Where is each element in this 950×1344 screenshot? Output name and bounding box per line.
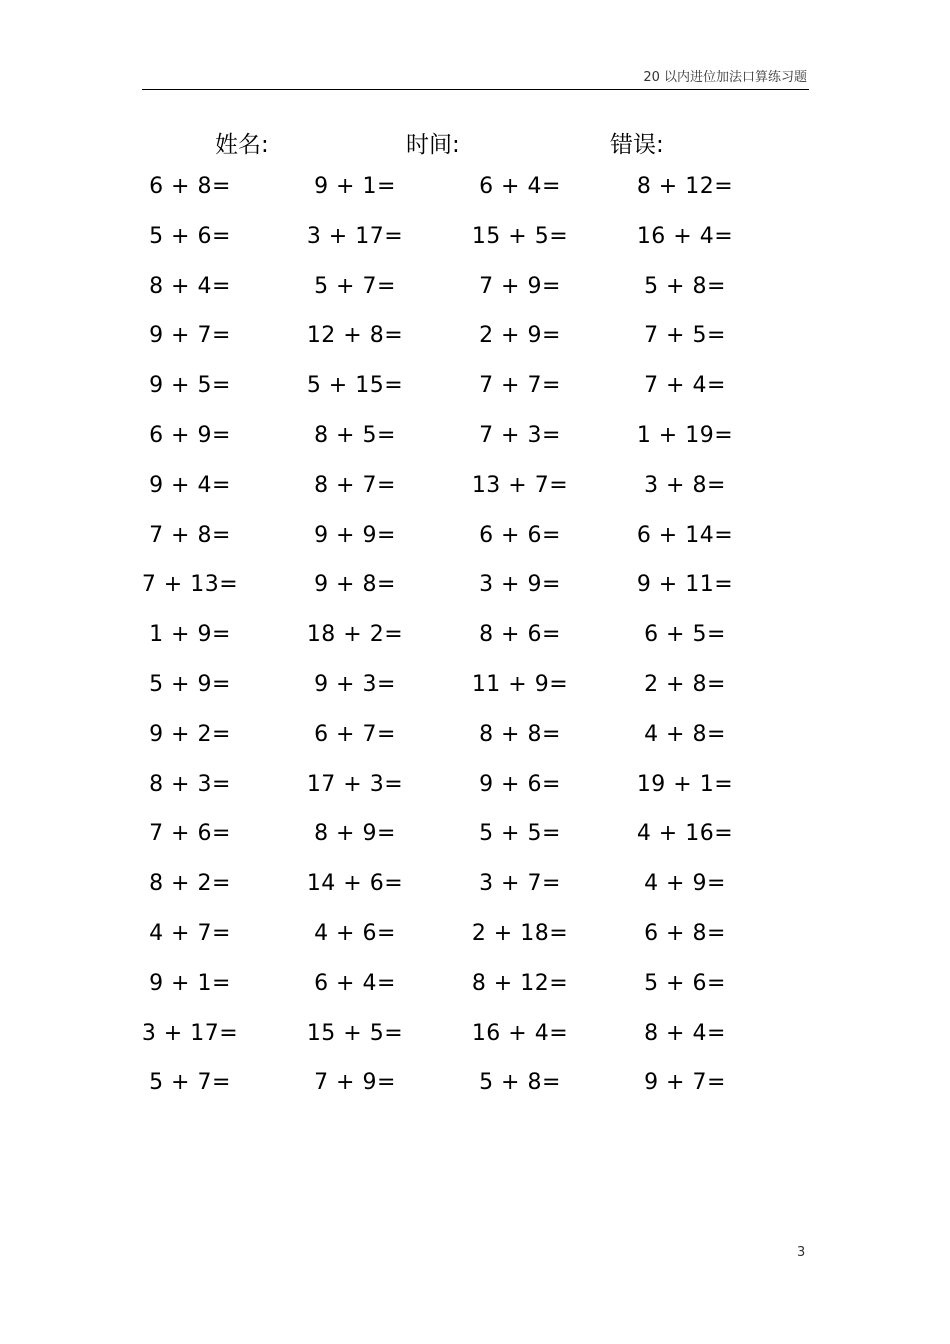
problem-row bbox=[0, 568, 950, 618]
addition-problem: 11 + 9= bbox=[471, 671, 569, 697]
addition-problem: 9 + 8= bbox=[314, 572, 396, 598]
problem-grid bbox=[0, 170, 950, 1116]
addition-problem: 6 + 6= bbox=[479, 522, 561, 548]
addition-problem: 2 + 18= bbox=[471, 920, 569, 946]
addition-problem: 5 + 6= bbox=[644, 970, 726, 996]
problem-row bbox=[0, 469, 950, 519]
student-info-row bbox=[0, 126, 950, 160]
addition-problem: 5 + 9= bbox=[149, 671, 231, 697]
problem-row bbox=[0, 1066, 950, 1116]
addition-problem: 6 + 8= bbox=[149, 174, 231, 199]
addition-problem: 19 + 1= bbox=[636, 771, 734, 797]
addition-problem: 8 + 3= bbox=[149, 771, 231, 797]
addition-problem: 18 + 2= bbox=[306, 622, 404, 648]
addition-problem: 4 + 6= bbox=[314, 920, 396, 946]
addition-problem: 8 + 4= bbox=[149, 273, 231, 299]
addition-problem: 5 + 6= bbox=[149, 223, 231, 249]
addition-problem: 7 + 3= bbox=[479, 422, 561, 448]
addition-problem: 3 + 7= bbox=[479, 871, 561, 897]
problem-row bbox=[0, 618, 950, 668]
addition-problem: 7 + 7= bbox=[479, 373, 561, 399]
addition-problem: 9 + 11= bbox=[636, 572, 734, 598]
addition-problem: 8 + 7= bbox=[314, 472, 396, 498]
page-number: 3 bbox=[797, 1245, 806, 1260]
addition-problem: 6 + 7= bbox=[314, 721, 396, 747]
problem-row bbox=[0, 867, 950, 917]
addition-problem: 12 + 8= bbox=[306, 323, 404, 349]
addition-problem: 4 + 7= bbox=[149, 920, 231, 946]
problem-row bbox=[0, 1017, 950, 1067]
problem-row bbox=[0, 967, 950, 1017]
addition-problem: 16 + 4= bbox=[636, 223, 734, 249]
problem-row bbox=[0, 369, 950, 419]
addition-problem: 9 + 7= bbox=[644, 1070, 726, 1096]
addition-problem: 8 + 6= bbox=[479, 622, 561, 648]
problem-row bbox=[0, 220, 950, 270]
addition-problem: 9 + 7= bbox=[149, 323, 231, 349]
addition-problem: 9 + 1= bbox=[314, 174, 396, 199]
addition-problem: 1 + 9= bbox=[149, 622, 231, 648]
addition-problem: 15 + 5= bbox=[471, 223, 569, 249]
problem-row bbox=[0, 718, 950, 768]
addition-problem: 3 + 17= bbox=[306, 223, 404, 249]
addition-problem: 3 + 17= bbox=[141, 1020, 239, 1046]
addition-problem: 6 + 4= bbox=[479, 174, 561, 199]
addition-problem: 7 + 13= bbox=[141, 572, 239, 598]
addition-problem: 17 + 3= bbox=[306, 771, 404, 797]
addition-problem: 9 + 3= bbox=[314, 671, 396, 697]
error-label: 错误: bbox=[610, 132, 664, 158]
addition-problem: 8 + 4= bbox=[644, 1020, 726, 1046]
addition-problem: 13 + 7= bbox=[471, 472, 569, 498]
problem-row bbox=[0, 519, 950, 569]
addition-problem: 5 + 8= bbox=[644, 273, 726, 299]
addition-problem: 8 + 12= bbox=[471, 970, 569, 996]
addition-problem: 8 + 8= bbox=[479, 721, 561, 747]
header-title: 20 以内进位加法口算练习题 bbox=[643, 70, 807, 85]
addition-problem: 9 + 6= bbox=[479, 771, 561, 797]
name-label: 姓名: bbox=[215, 132, 269, 158]
header-divider bbox=[142, 89, 809, 90]
addition-problem: 8 + 2= bbox=[149, 871, 231, 897]
problem-row bbox=[0, 668, 950, 718]
addition-problem: 7 + 5= bbox=[644, 323, 726, 349]
addition-problem: 8 + 12= bbox=[636, 174, 734, 199]
time-label: 时间: bbox=[406, 132, 460, 158]
addition-problem: 5 + 7= bbox=[314, 273, 396, 299]
addition-problem: 6 + 14= bbox=[636, 522, 734, 548]
addition-problem: 9 + 4= bbox=[149, 472, 231, 498]
addition-problem: 7 + 8= bbox=[149, 522, 231, 548]
addition-problem: 5 + 8= bbox=[479, 1070, 561, 1096]
addition-problem: 6 + 8= bbox=[644, 920, 726, 946]
addition-problem: 9 + 5= bbox=[149, 373, 231, 399]
addition-problem: 4 + 16= bbox=[636, 821, 734, 847]
addition-problem: 5 + 7= bbox=[149, 1070, 231, 1096]
addition-problem: 6 + 5= bbox=[644, 622, 726, 648]
addition-problem: 7 + 4= bbox=[644, 373, 726, 399]
problem-row bbox=[0, 419, 950, 469]
problem-row bbox=[0, 917, 950, 967]
addition-problem: 9 + 1= bbox=[149, 970, 231, 996]
addition-problem: 6 + 4= bbox=[314, 970, 396, 996]
addition-problem: 2 + 9= bbox=[479, 323, 561, 349]
addition-problem: 4 + 9= bbox=[644, 871, 726, 897]
addition-problem: 7 + 9= bbox=[314, 1070, 396, 1096]
addition-problem: 9 + 9= bbox=[314, 522, 396, 548]
addition-problem: 4 + 8= bbox=[644, 721, 726, 747]
addition-problem: 2 + 8= bbox=[644, 671, 726, 697]
addition-problem: 7 + 6= bbox=[149, 821, 231, 847]
addition-problem: 8 + 9= bbox=[314, 821, 396, 847]
addition-problem: 14 + 6= bbox=[306, 871, 404, 897]
problem-row bbox=[0, 270, 950, 320]
problem-row bbox=[0, 768, 950, 818]
addition-problem: 8 + 5= bbox=[314, 422, 396, 448]
addition-problem: 5 + 15= bbox=[306, 373, 404, 399]
problem-row bbox=[0, 170, 950, 220]
addition-problem: 9 + 2= bbox=[149, 721, 231, 747]
addition-problem: 15 + 5= bbox=[306, 1020, 404, 1046]
addition-problem: 5 + 5= bbox=[479, 821, 561, 847]
addition-problem: 7 + 9= bbox=[479, 273, 561, 299]
addition-problem: 3 + 8= bbox=[644, 472, 726, 498]
addition-problem: 1 + 19= bbox=[636, 422, 734, 448]
addition-problem: 3 + 9= bbox=[479, 572, 561, 598]
addition-problem: 16 + 4= bbox=[471, 1020, 569, 1046]
addition-problem: 6 + 9= bbox=[149, 422, 231, 448]
problem-row bbox=[0, 319, 950, 369]
problem-row bbox=[0, 817, 950, 867]
